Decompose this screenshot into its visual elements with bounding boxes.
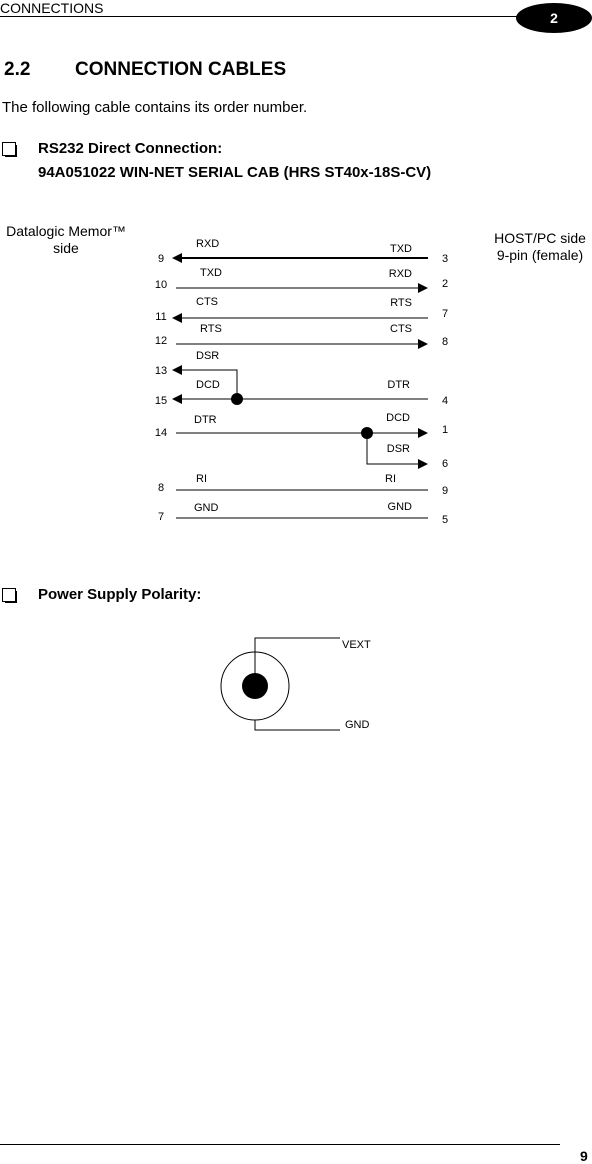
left-pin: 7 <box>157 511 165 523</box>
right-pin: 6 <box>441 458 449 470</box>
right-pin: 5 <box>441 514 449 526</box>
left-signal: DCD <box>196 379 220 391</box>
right-signal: RI <box>385 473 396 485</box>
right-signal: RXD <box>388 268 412 280</box>
left-pin: 9 <box>157 253 165 265</box>
page-number: 9 <box>580 1148 588 1164</box>
junction-dot <box>231 393 243 405</box>
gnd-label: GND <box>345 719 370 731</box>
right-pin: 3 <box>441 253 449 265</box>
left-signal: RTS <box>200 323 222 335</box>
arrow-left-icon <box>172 365 182 375</box>
section-title: CONNECTION CABLES <box>75 59 287 80</box>
chapter-badge: 2 <box>516 3 592 33</box>
wiring-diagram <box>0 0 592 560</box>
right-pin: 1 <box>441 424 449 436</box>
arrow-right-icon <box>418 339 428 349</box>
arrow-right-icon <box>418 428 428 438</box>
right-pin: 4 <box>441 395 449 407</box>
gnd-lead <box>255 720 340 730</box>
power-connector-diagram <box>200 620 400 750</box>
left-pin: 10 <box>154 279 168 291</box>
junction-dot <box>361 427 373 439</box>
right-signal: TXD <box>390 243 412 255</box>
power-heading: Power Supply Polarity: <box>38 586 202 603</box>
right-signal: CTS <box>390 323 412 335</box>
vext-lead <box>255 638 340 686</box>
arrow-left-icon <box>172 253 182 263</box>
left-pin: 11 <box>155 311 167 323</box>
left-pin: 8 <box>157 482 165 494</box>
left-side-line2: side <box>53 240 79 256</box>
rs232-order-number: 94A051022 WIN-NET SERIAL CAB (HRS ST40x-18S-CV) <box>38 164 432 181</box>
left-pin: 13 <box>154 365 168 377</box>
left-pin: 14 <box>154 427 168 439</box>
right-pin: 9 <box>441 485 449 497</box>
right-signal: DSR <box>386 443 410 455</box>
arrow-right-icon <box>418 283 428 293</box>
arrow-left-icon <box>172 313 182 323</box>
intro-text: The following cable contains its order number. <box>2 99 308 116</box>
left-signal: GND <box>194 502 219 514</box>
right-side-line2: 9-pin (female) <box>496 247 584 263</box>
left-signal: DTR <box>194 414 217 426</box>
right-pin: 8 <box>441 336 449 348</box>
section-number: 2.2 <box>4 59 31 80</box>
left-signal: RI <box>196 473 207 485</box>
vext-label: VEXT <box>342 639 371 651</box>
right-pin: 7 <box>441 308 449 320</box>
footer-rule <box>0 1144 560 1145</box>
left-side-line1: Datalogic Memor™ <box>6 223 126 239</box>
left-signal: CTS <box>196 296 218 308</box>
right-signal: DTR <box>387 379 410 391</box>
left-signal: DSR <box>196 350 220 362</box>
rs232-heading: RS232 Direct Connection: <box>38 140 223 157</box>
left-pin: 15 <box>154 395 168 407</box>
right-signal: GND <box>387 501 412 513</box>
right-signal: RTS <box>390 297 412 309</box>
left-signal: RXD <box>196 238 220 250</box>
running-header: CONNECTIONS <box>0 0 104 16</box>
right-pin: 2 <box>441 278 449 290</box>
right-signal: DCD <box>386 412 410 424</box>
left-pin: 12 <box>154 335 168 347</box>
arrow-left-icon <box>172 394 182 404</box>
arrow-right-icon <box>418 459 428 469</box>
checkbox-bullet-icon <box>2 588 16 602</box>
left-signal: TXD <box>200 267 222 279</box>
right-side-line1: HOST/PC side <box>494 230 586 246</box>
